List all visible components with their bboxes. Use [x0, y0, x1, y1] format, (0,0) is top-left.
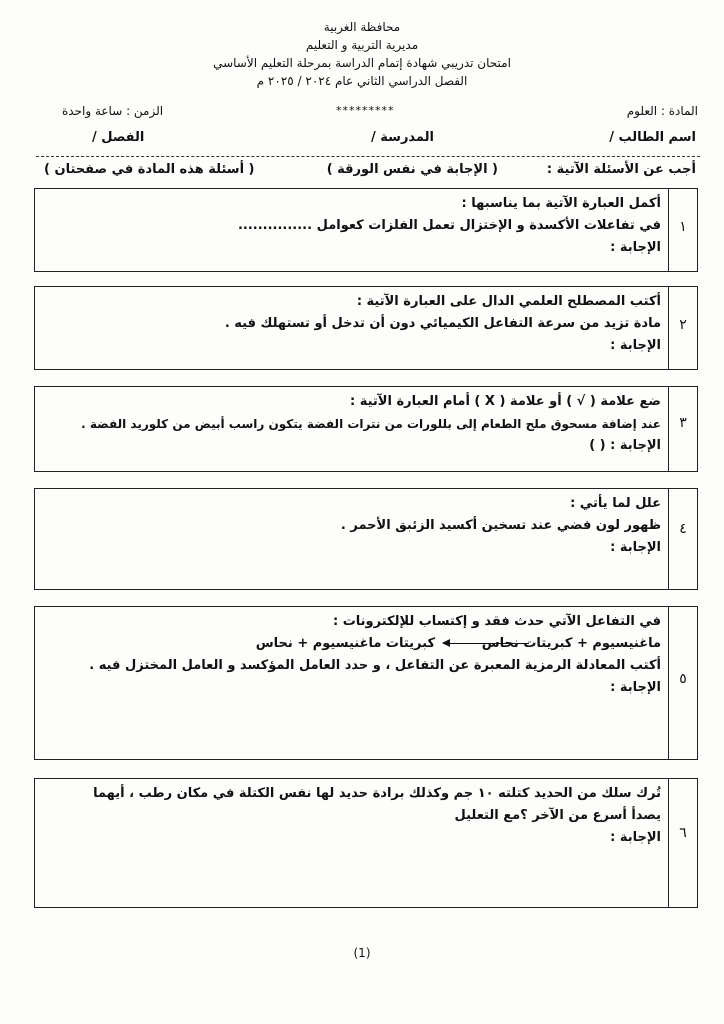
answer-on-paper-text: ( الإجابة في نفس الورقة )	[326, 162, 498, 177]
question-text: يصدأ أسرع من الآخر ؟مع التعليل	[454, 808, 661, 823]
question-number: ٣	[679, 415, 687, 431]
question-prompt: أكمل العبارة الآتية بما يناسبها :	[461, 196, 661, 211]
question-number-column	[668, 607, 697, 759]
divider	[36, 156, 700, 157]
question-number-column	[668, 779, 697, 907]
question-text: في تفاعلات الأكسدة و الإختزال تعمل الفلزات كعوامل ...............	[237, 218, 661, 233]
answer-following-text: أجب عن الأسئلة الآتية :	[546, 162, 696, 177]
student-name-label: اسم الطالب /	[609, 130, 696, 145]
exam-title-line: امتحان تدريبي شهادة إتمام الدراسة بمرحلة التعليم الأساسي	[213, 56, 511, 70]
answer-label: الإجابة :	[610, 240, 661, 255]
equation-reactants: ماغنيسيوم + كبريتات نحاس	[481, 636, 661, 651]
question-content	[35, 779, 669, 907]
question-prompt: علل لما يأتي :	[570, 496, 661, 511]
answer-label: الإجابة :	[610, 540, 661, 555]
question-number: ٦	[679, 825, 687, 841]
stars-mark: *********	[336, 104, 395, 117]
question-box-4	[34, 488, 698, 590]
governorate-line: محافظة الغربية	[323, 20, 401, 34]
question-box-1	[34, 188, 698, 272]
question-box-3	[34, 386, 698, 472]
question-content	[35, 387, 669, 471]
question-number-column	[668, 387, 697, 471]
answer-label: الإجابة :	[610, 830, 661, 845]
page-number: (1)	[353, 946, 371, 960]
question-text: عند إضافة مسحوق ملح الطعام إلى بللورات من نترات الفضة يتكون راسب أبيض من كلوريد الفضة .	[81, 417, 661, 431]
subject-label: المادة : العلوم	[626, 104, 698, 118]
class-label: الفصل /	[92, 130, 145, 145]
equation-products: كبريتات ماغنيسيوم + نحاس	[255, 636, 435, 651]
question-number: ١	[679, 219, 687, 235]
question-prompt: ضع علامة ( √ ) أو علامة ( X ) أمام العبارة الآتية :	[349, 394, 661, 409]
two-pages-text: ( أسئلة هذه المادة في صفحتان )	[44, 162, 255, 177]
question-number-column	[668, 489, 697, 589]
time-label: الزمن : ساعة واحدة	[62, 104, 164, 118]
question-text: أكتب المعادلة الرمزية المعبرة عن التفاعل ، و حدد العامل المؤكسد و العامل المختزل فيه .	[89, 658, 661, 673]
question-number-column	[668, 287, 697, 369]
question-number: ٢	[679, 317, 687, 333]
exam-header	[180, 18, 544, 90]
question-number: ٤	[679, 521, 687, 537]
question-box-2	[34, 286, 698, 370]
question-content	[35, 607, 669, 759]
answer-label: الإجابة :	[610, 680, 661, 695]
question-content	[35, 287, 669, 369]
question-content	[35, 189, 669, 271]
question-text: مادة تزيد من سرعة التفاعل الكيميائي دون أن تدخل أو تستهلك فيه .	[224, 316, 661, 331]
question-text: ظهور لون فضي عند تسخين أكسيد الزئبق الأحمر .	[340, 518, 661, 533]
question-box-6	[34, 778, 698, 908]
term-line: الفصل الدراسي الثاني عام ٢٠٢٤ / ٢٠٢٥ م	[256, 74, 468, 88]
question-text: تُرك سلك من الحديد كتلته ١٠ جم وكذلك برادة حديد لها نفس الكتلة في مكان رطب ، أيهما	[93, 786, 661, 801]
question-content	[35, 489, 669, 589]
question-prompt: في التفاعل الآتي حدث فقد و إكتساب للإلكترونات :	[333, 614, 661, 629]
question-box-5	[34, 606, 698, 760]
school-label: المدرسة /	[371, 130, 434, 145]
question-number: ٥	[679, 671, 687, 687]
reaction-arrow-icon	[443, 643, 529, 644]
question-prompt: أكتب المصطلح العلمي الدال على العبارة الآتية :	[356, 294, 661, 309]
instructions-row	[36, 160, 696, 182]
answer-label: الإجابة : ( )	[589, 438, 661, 453]
chemical-equation	[41, 633, 661, 655]
answer-label: الإجابة :	[610, 338, 661, 353]
directorate-line: مديرية التربية و التعليم	[305, 38, 419, 52]
question-number-column	[668, 189, 697, 271]
